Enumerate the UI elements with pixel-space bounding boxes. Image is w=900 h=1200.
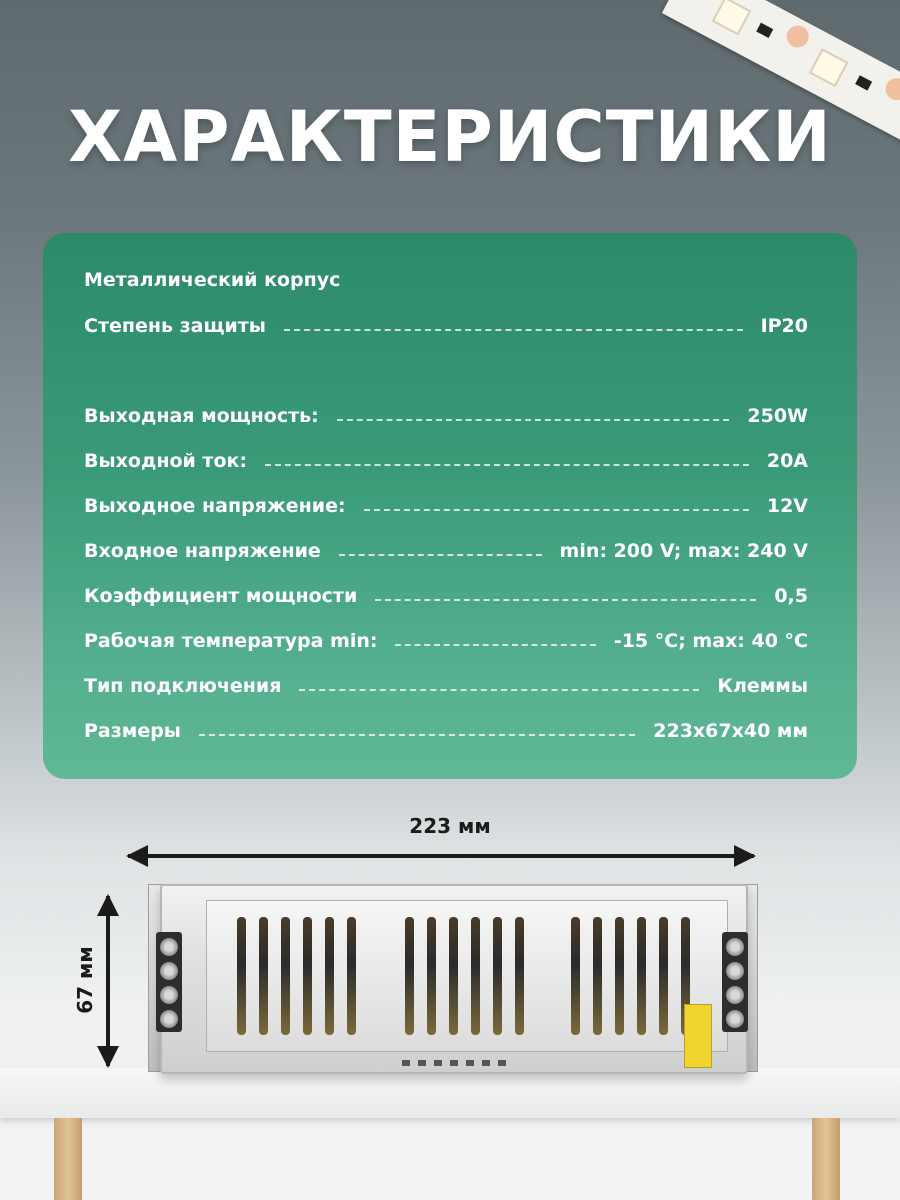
table-surface xyxy=(0,1068,900,1118)
dotted-leader xyxy=(337,419,730,421)
psu-bottom-holes xyxy=(402,1060,512,1066)
spec-row-power-factor xyxy=(84,581,808,611)
spec-label: Тип подключения xyxy=(84,675,282,697)
spec-row-dimensions xyxy=(84,716,808,746)
height-dimension-arrow xyxy=(106,896,110,1066)
spec-label: Размеры xyxy=(84,720,181,742)
spec-value: IP20 xyxy=(760,315,808,337)
spec-label: Входное напряжение xyxy=(84,540,321,562)
spec-label: Выходное напряжение: xyxy=(84,495,346,517)
year-sticker xyxy=(684,1004,712,1068)
spec-value: 12V xyxy=(766,495,808,517)
width-dimension-arrow xyxy=(128,854,754,858)
page-title: ХАРАКТЕРИСТИКИ xyxy=(68,96,832,178)
table-leg xyxy=(54,1118,82,1200)
spec-value: min: 200 V; max: 240 V xyxy=(559,540,808,562)
spec-label: Выходная мощность: xyxy=(84,405,319,427)
spec-section-title xyxy=(84,265,808,295)
power-supply-image xyxy=(148,884,756,1072)
spec-row-input-voltage xyxy=(84,536,808,566)
height-dimension-label: 67 мм xyxy=(73,946,97,1014)
spec-label: Рабочая температура min: xyxy=(84,630,378,652)
spec-label: Коэффициент мощности xyxy=(84,585,358,607)
dotted-leader xyxy=(284,329,743,331)
spec-row-temperature xyxy=(84,626,808,656)
terminal-block-right xyxy=(722,932,748,1032)
spec-value: 223х67х40 мм xyxy=(653,720,808,742)
spec-label: Выходной ток: xyxy=(84,450,247,472)
psu-case xyxy=(160,884,748,1074)
dotted-leader xyxy=(339,554,542,556)
spec-section-title-text: Металлический корпус xyxy=(84,269,341,291)
spec-row-current xyxy=(84,446,808,476)
dotted-leader xyxy=(199,734,635,736)
dotted-leader xyxy=(299,689,699,691)
spec-value: -15 °C; max: 40 °C xyxy=(613,630,808,652)
spec-row-output-voltage xyxy=(84,491,808,521)
width-dimension-label: 223 мм xyxy=(409,814,491,838)
spec-row-connection xyxy=(84,671,808,701)
dotted-leader xyxy=(265,464,749,466)
spec-value: 20A xyxy=(766,450,808,472)
spec-value: 250W xyxy=(747,405,808,427)
dotted-leader xyxy=(395,644,595,646)
spec-value: Клеммы xyxy=(717,675,808,697)
spec-label: Степень защиты xyxy=(84,315,266,337)
dotted-leader xyxy=(375,599,756,601)
dotted-leader xyxy=(364,509,749,511)
spec-row-protection xyxy=(84,311,808,341)
spec-value: 0,5 xyxy=(774,585,808,607)
spec-row-power xyxy=(84,401,808,431)
terminal-block-left xyxy=(156,932,182,1032)
table-leg xyxy=(812,1118,840,1200)
psu-vent-panel xyxy=(206,900,728,1052)
